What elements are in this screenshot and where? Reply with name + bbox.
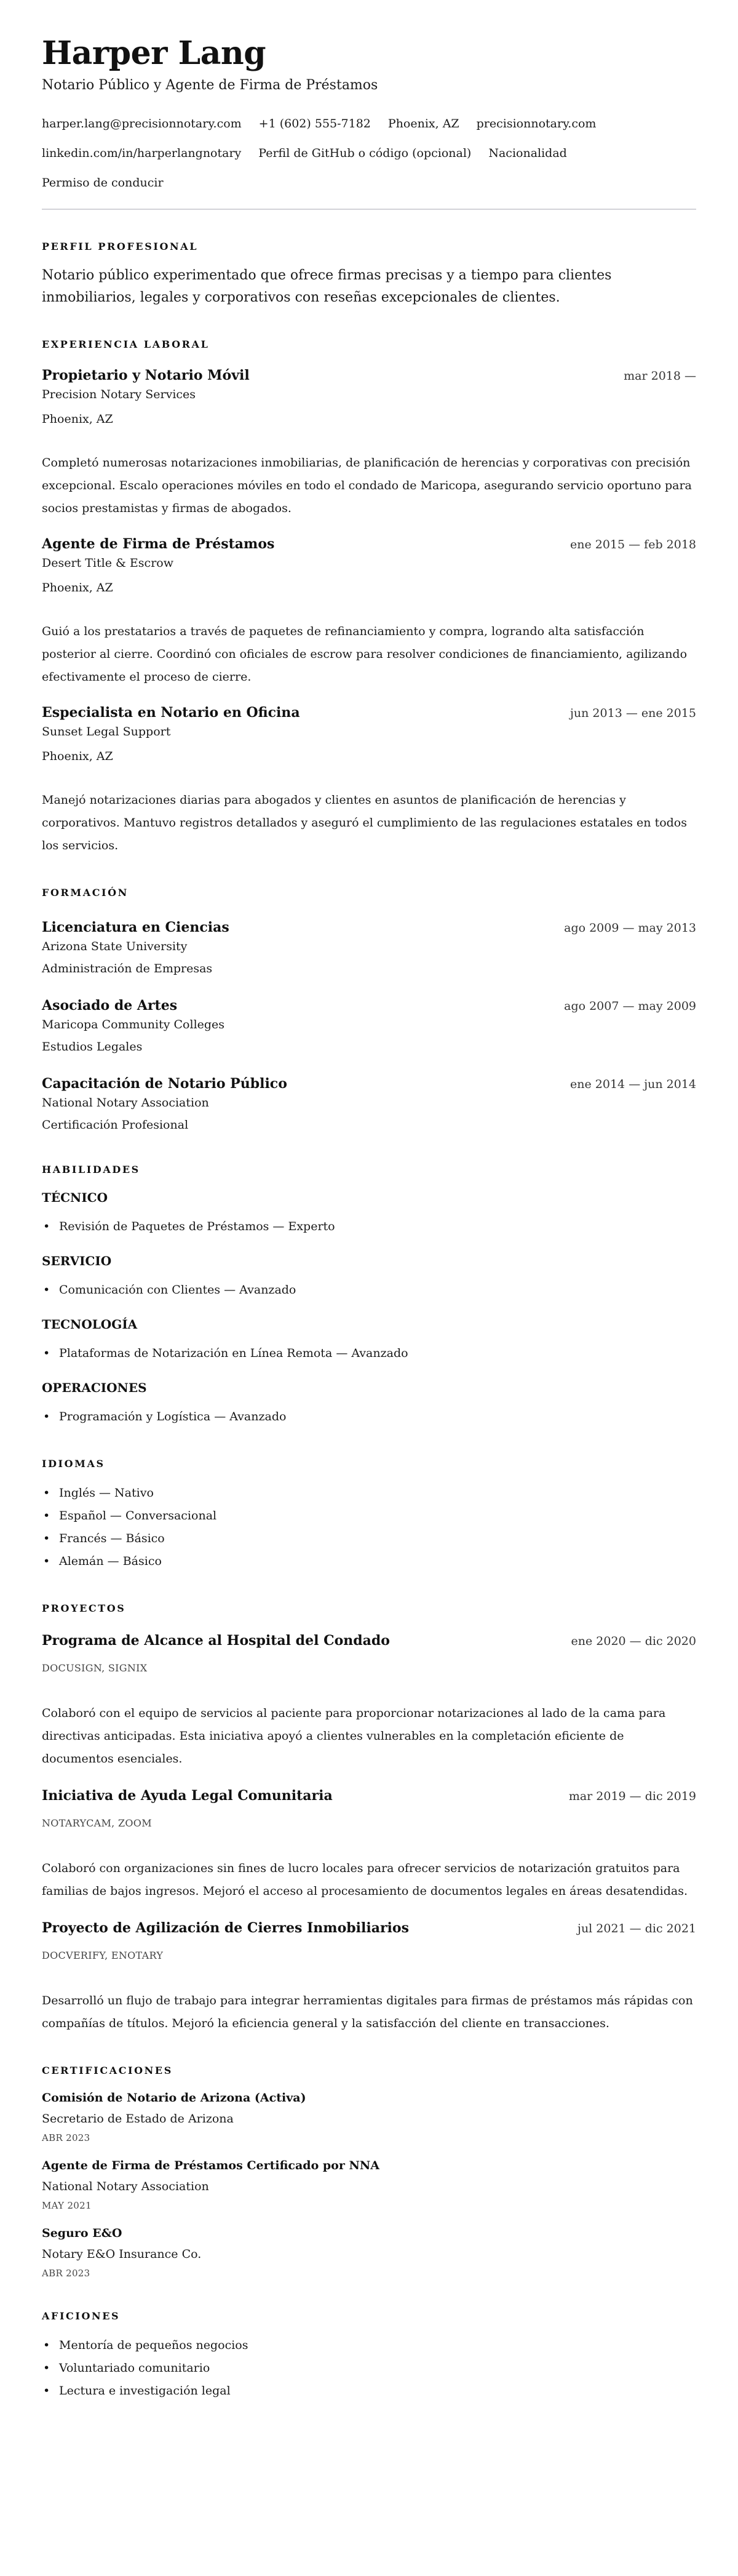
project-tech: DOCVERIFY, ENOTARY — [42, 1949, 164, 1961]
job-description: Guió a los prestatarios a través de paquetes de refinanciamiento y compra, logrando alta satisfacción posterior al cierre. Coordinó con oficiales de escrow para resolver condiciones de financiamiento, agilizando efectivamente el proceso de cierre. — [42, 624, 688, 684]
education-dates: ene 2014 — jun 2014 — [570, 1077, 696, 1091]
job-location: Phoenix, AZ — [42, 580, 113, 594]
education-entry — [42, 918, 696, 978]
certification-entry — [42, 2089, 696, 2145]
skill-list — [42, 1279, 696, 1302]
experience-entry — [42, 703, 696, 857]
summary-text: Notario público experimentado que ofrece firmas precisas y a tiempo para clientes inmobiliarios, legales y corporativos con reseñas excepcionales de clientes. — [42, 267, 612, 305]
section-title-certifications: CERTIFICACIONES — [42, 2064, 173, 2076]
section-title-hobbies: AFICIONES — [42, 2310, 121, 2322]
candidate-headline: Notario Público y Agente de Firma de Préstamos — [42, 78, 378, 94]
contact-linkedin[interactable]: linkedin.com/in/harperlangnotary — [42, 146, 242, 161]
skill-category: OPERACIONES — [42, 1380, 147, 1396]
project-description: Colaboró con el equipo de servicios al paciente para proporcionar notarizaciones al lado de la cama para directivas anticipadas. Esta iniciativa apoyó a clientes vulnerables en la completación eficiente de documentos esenciales. — [42, 1706, 666, 1766]
skill-list — [42, 1215, 696, 1238]
job-location: Phoenix, AZ — [42, 412, 113, 426]
school-name: Arizona State University — [42, 939, 188, 953]
header-divider — [42, 209, 696, 210]
experience-entry — [42, 366, 696, 520]
contact-location: Phoenix, AZ — [387, 117, 459, 131]
hobbies-section — [42, 2310, 696, 2402]
job-dates: mar 2018 — — [624, 369, 696, 383]
skill-item: • Revisión de Paquetes de Préstamos — Experto — [42, 1215, 696, 1238]
section-title-summary: PERFIL PROFESIONAL — [42, 241, 199, 253]
project-title: Iniciativa de Ayuda Legal Comunitaria — [42, 1787, 333, 1804]
certification-date: ABR 2023 — [42, 2267, 90, 2279]
resume-header — [42, 34, 696, 210]
education-dates: ago 2007 — may 2009 — [564, 999, 696, 1013]
certifications-section — [42, 2065, 696, 2281]
contact-phone[interactable]: +1 (602) 555-7182 — [258, 117, 371, 131]
project-entry — [42, 1919, 696, 2035]
language-item: • Alemán — Básico — [42, 1550, 696, 1573]
certification-entry — [42, 2156, 696, 2213]
section-title-projects: PROYECTOS — [42, 1602, 126, 1615]
hobby-item: • Voluntariado comunitario — [42, 2357, 696, 2380]
contact-website[interactable]: precisionnotary.com — [476, 117, 597, 131]
certification-name: Comisión de Notario de Arizona (Activa) — [42, 2090, 306, 2105]
skill-item: • Programación y Logística — Avanzado — [42, 1406, 696, 1428]
project-description: Colaboró con organizaciones sin fines de lucro locales para ofrecer servicios de notarización gratuitos para familias de bajos ingresos. Mejoró el acceso al procesamiento de documentos legales en áreas desatendidas. — [42, 1861, 688, 1898]
job-dates: ene 2015 — feb 2018 — [569, 537, 696, 551]
certification-date: ABR 2023 — [42, 2132, 90, 2143]
education-section — [42, 887, 696, 1134]
job-company: Desert Title & Escrow — [42, 556, 173, 570]
job-description: Completó numerosas notarizaciones inmobiliarias, de planificación de herencias y corporativas con precisión excepcional. Escalo operaciones móviles en todo el condado de Maricopa, asegurando servicio oportuno para socios prestamistas y firmas de abogados. — [42, 455, 692, 515]
project-tech: NOTARYCAM, ZOOM — [42, 1817, 152, 1829]
section-title-education: FORMACIÓN — [42, 886, 129, 898]
degree-title: Licenciatura en Ciencias — [42, 919, 229, 935]
degree-title: Capacitación de Notario Público — [42, 1075, 287, 1092]
candidate-name: Harper Lang — [42, 34, 266, 72]
project-entry — [42, 1631, 696, 1770]
school-name: Maricopa Community Colleges — [42, 1017, 225, 1031]
section-title-skills: HABILIDADES — [42, 1163, 140, 1175]
language-item: • Inglés — Nativo — [42, 1482, 696, 1505]
section-title-experience: EXPERIENCIA LABORAL — [42, 338, 210, 350]
contact-driving-license: Permiso de conducir — [42, 176, 164, 190]
experience-section — [42, 338, 696, 857]
job-dates: jun 2013 — ene 2015 — [570, 706, 696, 720]
certification-name: Seguro E&O — [42, 2226, 122, 2240]
certification-date: MAY 2021 — [42, 2199, 92, 2211]
contact-email[interactable]: harper.lang@precisionnotary.com — [42, 117, 242, 131]
job-company: Precision Notary Services — [42, 387, 196, 401]
project-title: Proyecto de Agilización de Cierres Inmobiliarios — [42, 1919, 409, 1936]
certification-issuer: Notary E&O Insurance Co. — [42, 2247, 202, 2261]
skill-category: TECNOLOGÍA — [42, 1317, 138, 1332]
school-name: National Notary Association — [42, 1095, 209, 1110]
skill-category: SERVICIO — [42, 1254, 112, 1269]
education-entry — [42, 996, 696, 1056]
certification-issuer: Secretario de Estado de Arizona — [42, 2111, 234, 2126]
section-title-languages: IDIOMAS — [42, 1458, 105, 1470]
skill-item: • Plataformas de Notarización en Línea Remota — Avanzado — [42, 1342, 696, 1365]
job-description: Manejó notarizaciones diarias para abogados y clientes en asuntos de planificación de herencias y corporativos. Mantuvo registros detallados y aseguró el cumplimiento de las regulaciones estatales en todos los servicios. — [42, 793, 687, 852]
language-item: • Español — Conversacional — [42, 1505, 696, 1527]
project-dates: ene 2020 — dic 2020 — [571, 1634, 696, 1648]
language-item: • Francés — Básico — [42, 1527, 696, 1550]
field-of-study: Certificación Profesional — [42, 1118, 189, 1132]
project-entry — [42, 1786, 696, 1903]
education-dates: ago 2009 — may 2013 — [564, 921, 696, 935]
skill-item: • Comunicación con Clientes — Avanzado — [42, 1279, 696, 1302]
project-dates: mar 2019 — dic 2019 — [568, 1789, 696, 1803]
hobby-item: • Lectura e investigación legal — [42, 2380, 696, 2402]
project-dates: jul 2021 — dic 2021 — [577, 1921, 696, 1935]
certification-issuer: National Notary Association — [42, 2179, 209, 2193]
project-tech: DOCUSIGN, SIGNIX — [42, 1662, 148, 1674]
job-company: Sunset Legal Support — [42, 724, 171, 738]
field-of-study: Administración de Empresas — [42, 961, 213, 975]
skill-list — [42, 1342, 696, 1365]
field-of-study: Estudios Legales — [42, 1039, 143, 1054]
project-description: Desarrolló un flujo de trabajo para integrar herramientas digitales para firmas de préstamos más rápidas con compañías de títulos. Mejoró la eficiencia general y la satisfacción del cliente en transacciones. — [42, 1993, 693, 2030]
skill-category: TÉCNICO — [42, 1190, 108, 1206]
education-entry — [42, 1074, 696, 1134]
contact-list — [42, 109, 696, 198]
job-title: Propietario y Notario Móvil — [42, 367, 250, 383]
job-title: Agente de Firma de Préstamos — [42, 535, 275, 552]
certification-name: Agente de Firma de Préstamos Certificado por NNA — [42, 2158, 379, 2172]
languages-section — [42, 1458, 696, 1573]
experience-entry — [42, 535, 696, 689]
skills-section — [42, 1164, 696, 1429]
job-title: Especialista en Notario en Oficina — [42, 704, 300, 721]
project-title: Programa de Alcance al Hospital del Condado — [42, 1632, 390, 1649]
contact-nationality: Nacionalidad — [488, 146, 567, 161]
hobby-item: • Mentoría de pequeños negocios — [42, 2334, 696, 2357]
language-list — [42, 1482, 696, 1573]
skill-list — [42, 1406, 696, 1428]
degree-title: Asociado de Artes — [42, 997, 178, 1014]
hobby-list — [42, 2334, 696, 2402]
projects-section — [42, 1602, 696, 2035]
summary-section — [42, 241, 696, 309]
job-location: Phoenix, AZ — [42, 749, 113, 763]
contact-github[interactable]: Perfil de GitHub o código (opcional) — [258, 146, 472, 161]
certification-entry — [42, 2224, 696, 2281]
